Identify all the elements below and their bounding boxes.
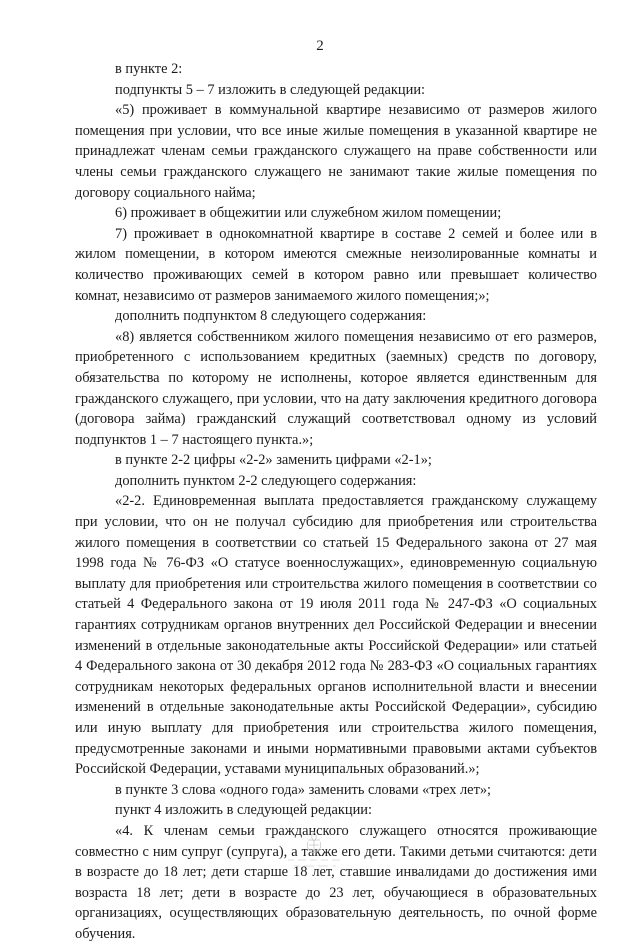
paragraph: «8) является собственником жилого помещения независимо от его размеров, приобретенного с использованием кредитных (заемных) средств по договору, обязательства по которому не исполнены, которое является единственным для гражданского служащего, при условии, что на дату заключения кредитного договора (договора займа) гражданский служащий соответствовал одному из условий подпунктов 1 – 7 настоящего пункта.»; <box>75 328 597 448</box>
paragraph: пункт 4 изложить в следующей редакции: <box>115 802 372 819</box>
paragraph: «4. К членам семьи гражданского служащего относятся проживающие совместно с ним супруг (супруга), а также его дети. Такими детьми считаются: дети в возрасте до 18 лет; дети старше 18 лет, ставшие инвалидами до достижения ими возраста 18 лет; дети в возрасте до 23 лет, обучающиеся в образовательных организациях, осуществляющих образовательную деятельность, по очной форме обучения. <box>75 822 597 942</box>
paragraph: подпункты 5 – 7 изложить в следующей редакции: <box>115 81 426 98</box>
faint-seal-stamp <box>284 826 354 878</box>
paragraph: в пункте 3 слова «одного года» заменить словами «трех лет»; <box>115 781 492 798</box>
paragraph: дополнить подпунктом 8 следующего содержания: <box>115 308 427 325</box>
paragraph: дополнить пунктом 2-2 следующего содержания: <box>115 472 417 489</box>
paragraph: в пункте 2-2 цифры «2-2» заменить цифрами «2-1»; <box>115 452 432 469</box>
document-body <box>75 59 597 945</box>
paragraph: 7) проживает в однокомнатной квартире в составе 2 семей и более или в жилом помещении, в котором имеются смежные неизолированные комнаты и количество проживающих семей в котором равно или превышает количество комнат, независимо от размеров занимаемого жилого помещения;»; <box>75 225 597 304</box>
paragraph: «5) проживает в коммунальной квартире независимо от размеров жилого помещения при условии, что все иные жилые помещения в указанной квартире не принадлежат членам семьи гражданского служащего на праве собственности или члены семьи гражданского служащего не занимают такие жилые помещения по договору социального найма; <box>75 102 597 201</box>
page-number: 2 <box>316 38 324 54</box>
paragraph: в пункте 2: <box>115 61 183 77</box>
paragraph: «2-2. Единовременная выплата предоставляется гражданскому служащему при условии, что он не получал субсидию для приобретения или строительства жилого помещения в соответствии со статьей 15 Федерального закона от 27 мая 1998 года № 76-ФЗ «О статусе военнослужащих», единовременную социальную выплату для приобретения или строительства жилого помещения в соответствии со статьей 4 Федерального закона от 19 июля 2011 года № 247-ФЗ «О социальных гарантиях сотрудникам органов внутренних дел Российской Федерации и внесении изменений в отдельные законодательные акты Российской Федерации» или статьей 4 Федерального закона от 30 декабря 2012 года № 283-ФЗ «О социальных гарантиях сотрудникам некоторых федеральных органов исполнительной власти и внесении изменений в отдельные законодательные акты Российской Федерации», субсидию или иную выплату для приобретения или строительства жилого помещения, предусмотренные законами и иными нормативными правовыми актами субъектов Российской Федерации, уставами муниципальных образований.»; <box>75 493 597 778</box>
paragraph: 6) проживает в общежитии или служебном жилом помещении; <box>115 205 502 222</box>
